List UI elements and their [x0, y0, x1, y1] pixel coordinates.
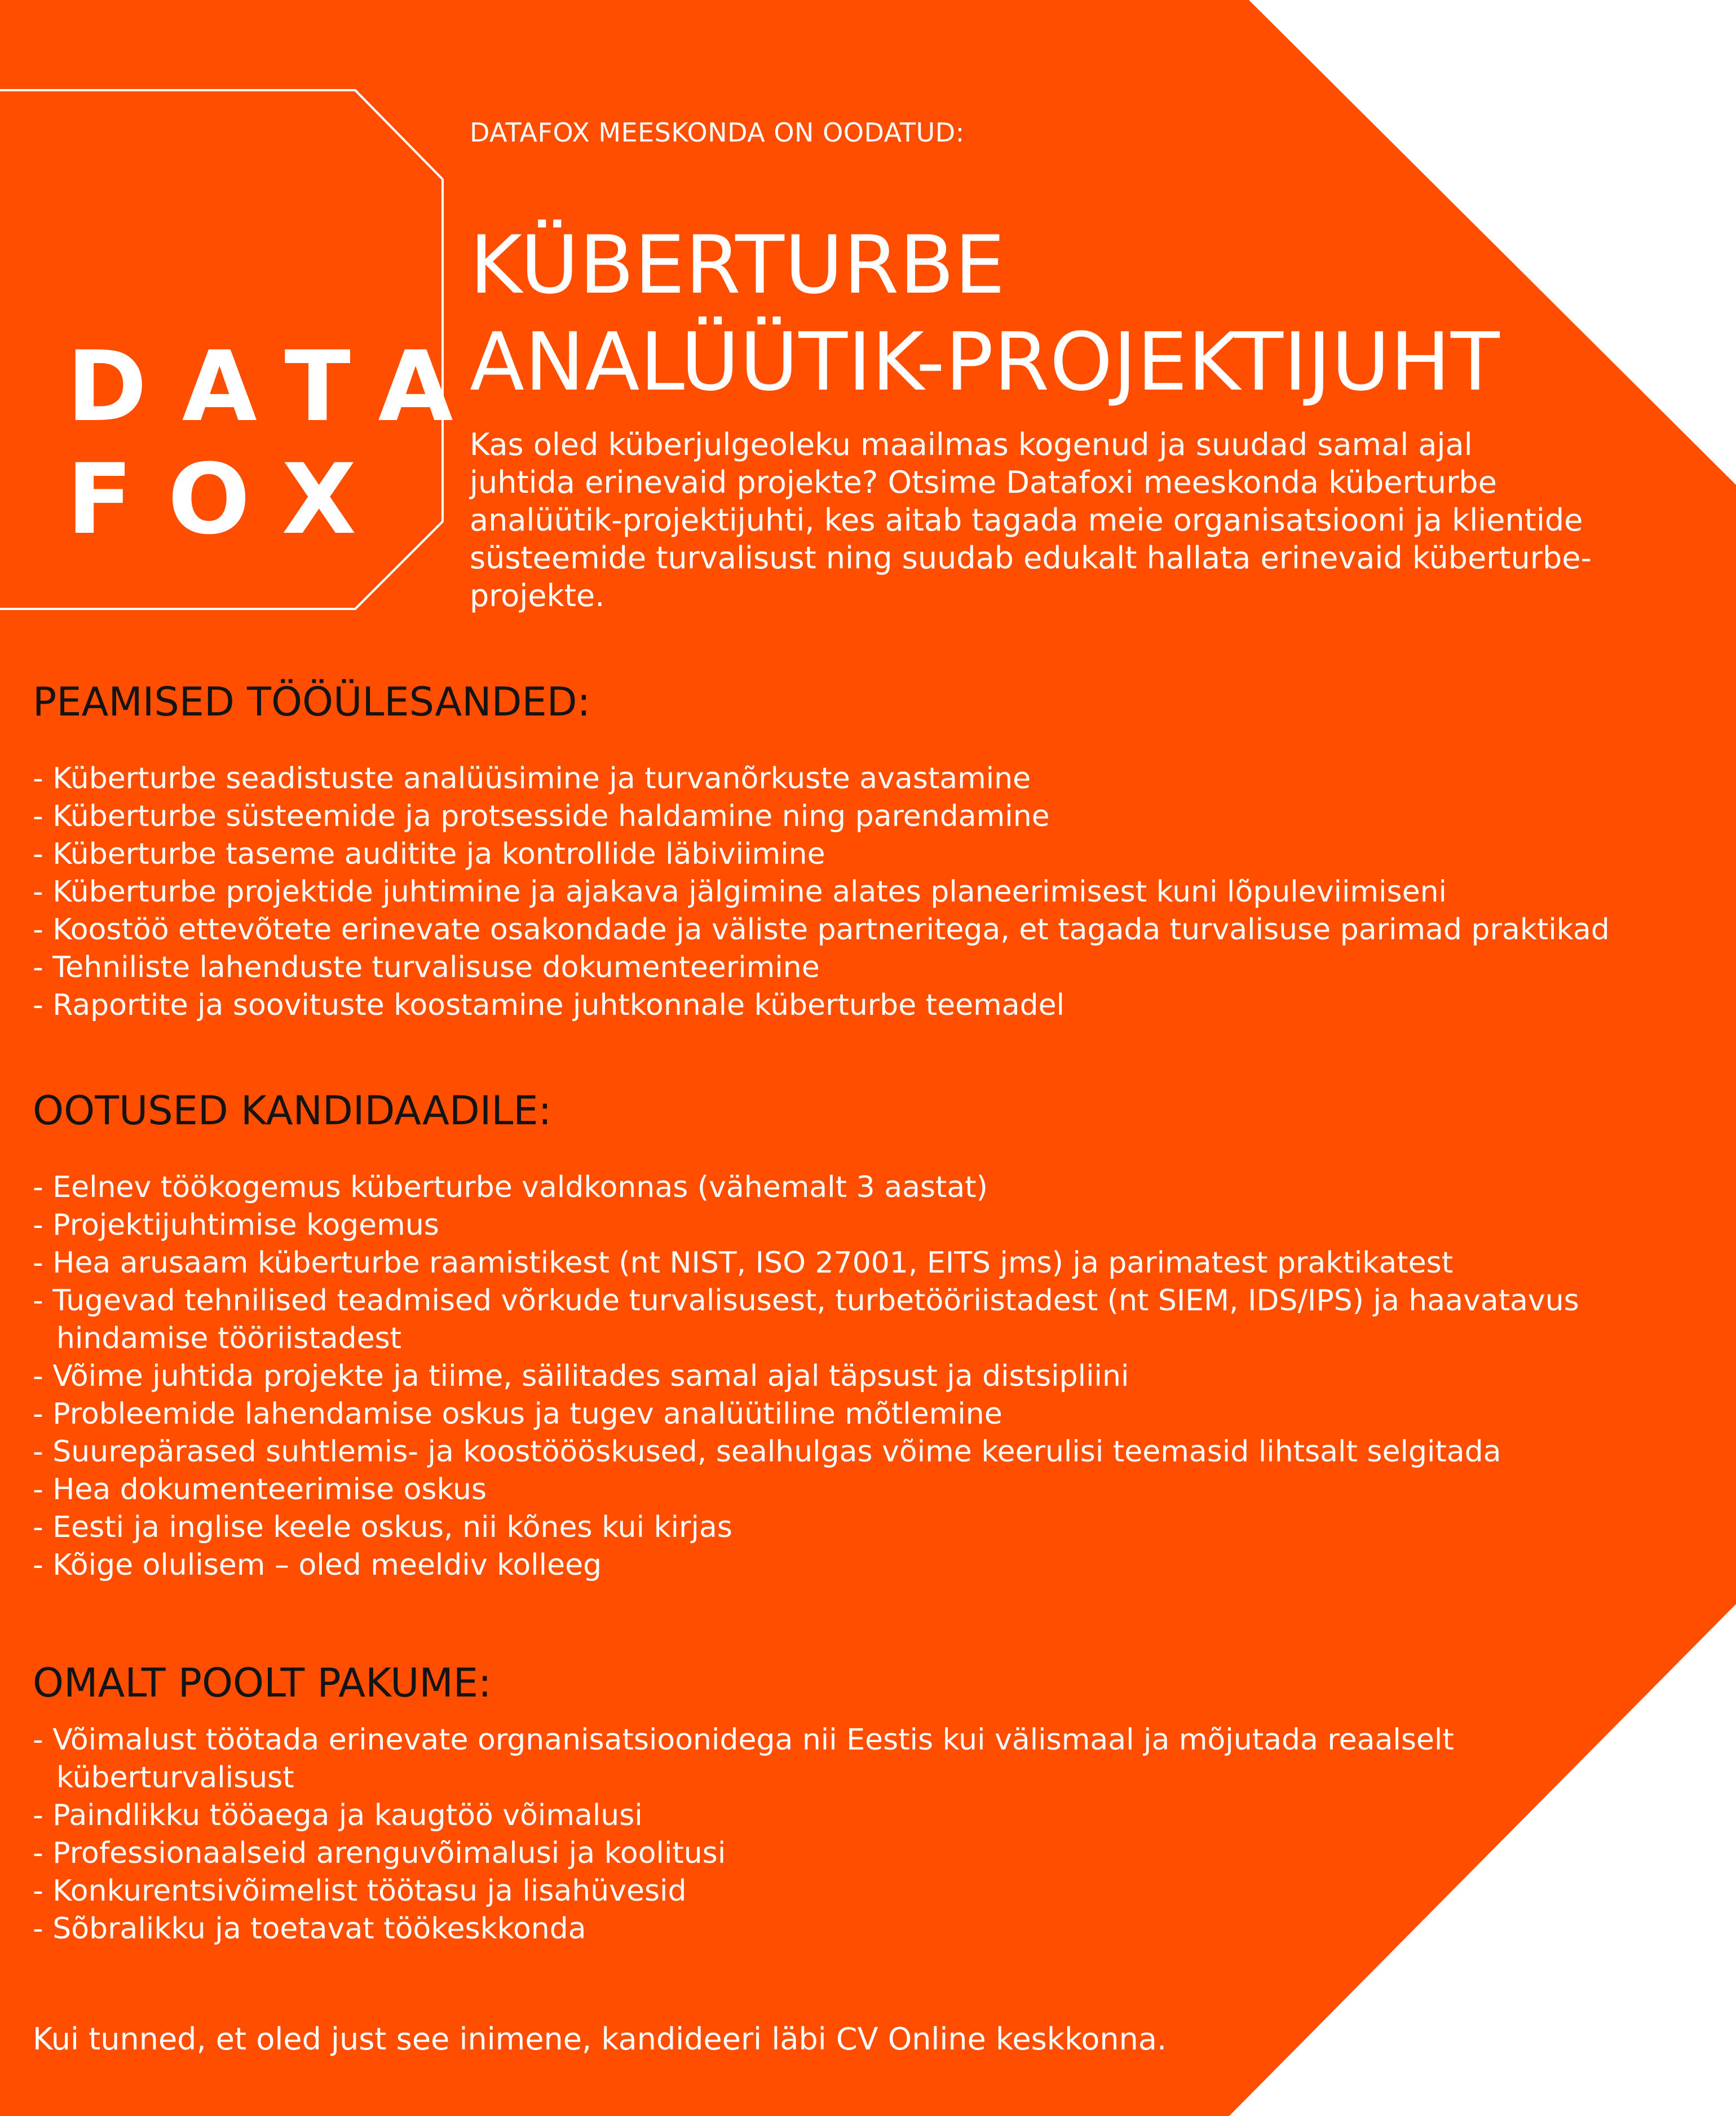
expectations-list [33, 1169, 1579, 1584]
job-title-line1: KÜBERTURBE [470, 219, 1006, 312]
list-item: - Professionaalseid arenguvõimalusi ja koolitusi [33, 1836, 726, 1870]
intro-line: analüütik-projektijuhti, kes aitab tagada meie organisatsiooni ja klientide [470, 502, 1583, 538]
list-item: - Võime juhtida projekte ja tiime, säilitades samal ajal täpsust ja distsipliini [33, 1359, 1129, 1393]
closing-call-to-action: Kui tunned, et oled just see inimene, kandideeri läbi CV Online keskkonna. [33, 2021, 1167, 2057]
job-title [470, 217, 1500, 411]
tasks-heading: PEAMISED TÖÖÜLESANDED: [33, 679, 591, 725]
list-item: - Projektijuhtimise kogemus [33, 1208, 439, 1242]
list-item: - Koostöö ettevõtete erinevate osakondade ja väliste partneritega, et tagada turvalisuse parimad praktikad [33, 913, 1610, 947]
list-item-text: - Võimalust töötada erinevate orgnanisatsioonidega nii Eestis kui välismaal ja mõjutada reaalselt [33, 1723, 1454, 1757]
list-item: - Küberturbe süsteemide ja protsesside haldamine ning parendamine [33, 799, 1050, 833]
list-item-continuation: hindamise tööriistadest [56, 1322, 402, 1355]
intro-line: juhtida erinevaid projekte? Otsime Datafoxi meeskonda küberturbe [470, 465, 1497, 500]
intro-line: projekte. [470, 578, 605, 613]
intro-line: Kas oled küberjulgeoleku maailmas kogenud ja suudad samal ajal [470, 427, 1473, 462]
tasks-list [33, 760, 1610, 1024]
list-item: - Konkurentsivõimelist töötasu ja lisahüvesid [33, 1874, 687, 1908]
list-item: - Paindlikku tööaega ja kaugtöö võimalusi [33, 1799, 643, 1832]
job-title-line2: ANALÜÜTIK-PROJEKTIJUHT [470, 316, 1500, 409]
list-item: - Sõbralikku ja toetavat töökeskkonda [33, 1912, 586, 1946]
logo-text-data: DATA [67, 330, 488, 443]
expectations-heading: OOTUSED KANDIDAADILE: [33, 1088, 552, 1134]
list-item: - Eelnev töökogemus küberturbe valdkonnas (vähemalt 3 aastat) [33, 1170, 988, 1204]
logo-text-fox: FOX [67, 443, 392, 556]
list-item: - Hea arusaam küberturbe raamistikest (nt NIST, ISO 27001, EITS jms) ja parimatest praktikatest [33, 1246, 1454, 1280]
list-item: - Raportite ja soovituste koostamine juhtkonnale küberturbe teemadel [33, 988, 1065, 1022]
list-item: - Suurepärased suhtlemis- ja koostöööskused, sealhulgas võime keerulisi teemasid lihtsalt selgitada [33, 1435, 1501, 1469]
list-item-multiline [33, 1721, 1454, 1797]
list-item: - Küberturbe projektide juhtimine ja ajakava jälgimine alates planeerimisest kuni lõpuleviimiseni [33, 875, 1447, 909]
list-item: - Küberturbe taseme auditite ja kontrollide läbiviimine [33, 837, 825, 871]
list-item-text: - Tugevad tehnilised teadmised võrkude turvalisusest, turbetööriistadest (nt SIEM, IDS/IPS) ja haavatavus [33, 1284, 1579, 1318]
offer-heading: OMALT POOLT PAKUME: [33, 1660, 492, 1706]
kicker-text: DATAFOX MEESKONDA ON OODATUD: [470, 117, 965, 148]
list-item: - Probleemide lahendamise oskus ja tugev analüütiline mõtlemine [33, 1397, 1002, 1431]
list-item: - Eesti ja inglise keele oskus, nii kõnes kui kirjas [33, 1510, 732, 1544]
intro-line: süsteemide turvalisust ning suudab edukalt hallata erinevaid küberturbe- [470, 540, 1592, 576]
list-item-multiline [33, 1282, 1579, 1358]
list-item-continuation: küberturvalisust [56, 1761, 294, 1795]
list-item: - Küberturbe seadistuste analüüsimine ja turvanõrkuste avastamine [33, 762, 1031, 796]
list-item: - Hea dokumenteerimise oskus [33, 1473, 487, 1507]
list-item: - Kõige olulisem – oled meeldiv kolleeg [33, 1548, 602, 1582]
intro-paragraph [470, 426, 1719, 615]
list-item: - Tehniliste lahenduste turvalisuse dokumenteerimine [33, 951, 820, 984]
offer-list [33, 1721, 1454, 1948]
